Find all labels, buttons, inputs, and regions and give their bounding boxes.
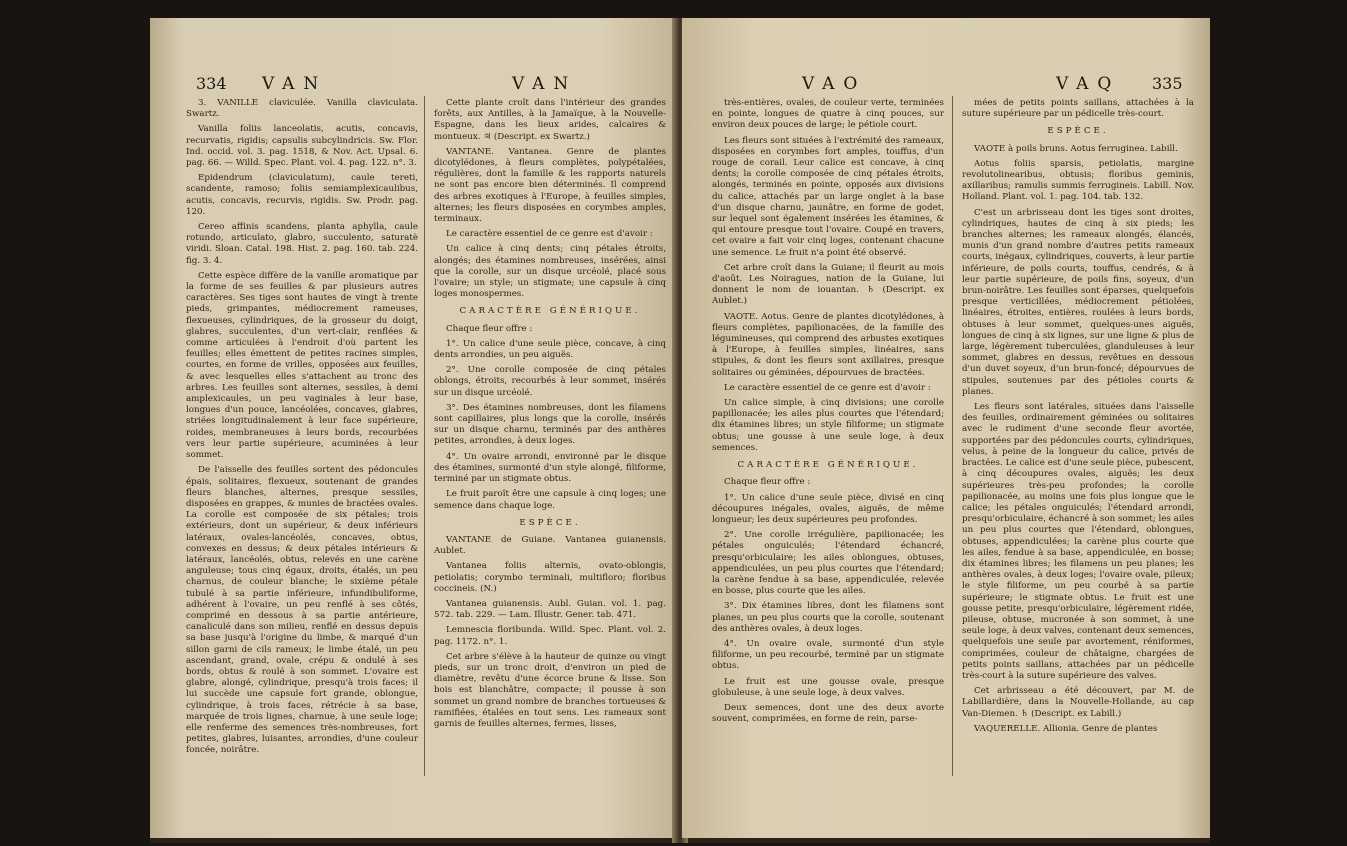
paragraph: Vanilla foliis lanceolatis, acutis, concavis, recurvatis, rigidis; capsulis subcylindricis. Sw. Flor. Ind. occid. vol. 3. pag. 1518, & Nov. Act. Upsal. 6. pag. 66. — Willd. Spec. Plant. vol. 4. pag. 122. n°. 3.	[186, 124, 418, 169]
paragraph: Chaque fleur offre :	[446, 323, 533, 334]
text-column-2	[434, 98, 666, 734]
paragraph: VAOTE. Aotus. Genre de plantes dicotylédones, à fleurs complètes, papilionacées, de la famille des légumineuses, qui comprend des arbustes exotiques à l'Europe, à feuilles simples, linéaires, sans stipules, & dont les fleurs sont axillaires, presque solitaires ou géminées, dépourvues de bractées.	[712, 311, 944, 378]
paragraph: VAOTE à poils bruns. Aotus ferruginea. Labill.	[974, 143, 1178, 154]
paragraph: Un calice à cinq dents; cinq pétales étroits, alongés; des étamines nombreuses, insérées, ainsi que la corolle, sur un disque urcéolé, placé sous l'ovaire; un style; un stigmate; une capsule à cinq loges monospermes.	[434, 244, 666, 300]
paragraph: Vantanea foliis alternis, ovato-oblongis, petiolatis; corymbo terminali, multifloro; floribus coccineis. (N.)	[434, 561, 666, 594]
text-column-2	[962, 98, 1194, 739]
paragraph: 3. VANILLE claviculée. Vanilla claviculata. Swartz.	[186, 98, 418, 120]
text-column-1	[186, 98, 418, 761]
paragraph: Les fleurs sont latérales, situées dans l'aisselle des feuilles, ordinairement géminées ou solitaires avec le rudiment d'une seconde fleur avortée, supportées par des pédoncules courts, cylindriques, velus, à peine de la longueur du calice, privés de bractées. Le calice est d'une seule pièce, pubescent, à cinq découpures ovales, aiguës; les deux supérieures très-peu profondes; la corolle papilionacée, au moins une fois plus longue que le calice; les pétales onguiculés; l'étendard arrondi, presqu'orbiculaire, échancré à son sommet; les ailes un peu plus courtes que l'étendard, oblongues, obtuses, appendiculées; la carène plus courte que les ailes, fendue à sa base, appendiculée, en bosse; dix étamines libres; les filamens un peu planes; les anthères ovales, à deux loges; l'ovaire ovale, pileux; le style filiforme, un peu courbé à sa partie supérieure; le stigmate obtus. Le fruit est une gousse petite, presqu'orbiculaire, légèrement ridée, pileuse, obtuse, mucronée à son sommet, à une seule loge, à deux valves, contenant deux semences, quelquefois une seule par avortement, réniformes, comprimées, couleur de châtaigne, chargées de petits points saillans, attachées par un pédicelle très-court à la suture supérieure des valves.	[962, 402, 1194, 681]
running-head: VAN	[262, 74, 328, 94]
paragraph: CARACTÈRE GÉNÉRIQUE.	[459, 306, 641, 317]
right-page	[682, 18, 1210, 838]
paragraph: Le fruit paroît être une capsule à cinq loges; une semence dans chaque loge.	[434, 489, 666, 511]
paragraph: 1°. Un calice d'une seule pièce, concave, à cinq dents arrondies, un peu aiguës.	[434, 338, 666, 361]
text-column-1	[712, 98, 944, 729]
paragraph: très-entières, ovales, de couleur verte, terminées en pointe, longues de quatre à cinq pouces, sur environ deux pouces de large; le pétiole court.	[712, 98, 944, 131]
paragraph: mées de petits points saillans, attachées à la suture supérieure par un pédicelle très-court.	[962, 98, 1194, 120]
paragraph: Chaque fleur offre :	[724, 477, 811, 488]
page-number: 335	[1152, 74, 1183, 93]
column-rule	[424, 96, 425, 776]
paragraph: ESPÈCE.	[1047, 126, 1109, 137]
paragraph: Cet arbre s'élève à la hauteur de quinze ou vingt pieds, sur un tronc droit, d'environ un pied de diamètre, revêtu d'une écorce brune & lisse. Son bois est blanchâtre, compacte; il pousse à son sommet un grand nombre de branches tortueuses & ramifiées, étalées en tout sens. Les rameaux sont garnis de feuilles alternes, fermes, lisses,	[434, 651, 666, 729]
paragraph: Cet arbre croît dans la Guiane; il fleurit au mois d'août. Les Noiragues, nation de la Guiane, lui donnent le nom de iouantan. ♄ (Descript. ex Aublet.)	[712, 262, 944, 307]
paragraph: Le caractère essentiel de ce genre est d'avoir :	[724, 382, 931, 393]
page-number: 334	[196, 74, 227, 93]
paragraph: VAQUERELLE. Allionia. Genre de plantes	[974, 723, 1158, 734]
paragraph: Epidendrum (claviculatum), caule tereti, scandente, ramoso; foliis semiamplexicaulibus, acutis, concavis, recurvis, rigidis. Sw. Prodr. pag. 120.	[186, 173, 418, 217]
paragraph: Les fleurs sont situées à l'extrémité des rameaux, disposées en corymbes fort amples, touffus, d'un rouge de corail. Leur calice est concave, à cinq dents; la corolle composée de cinq pétales étroits, alongés, terminés en pointe, opposés aux divisions du calice, attachés par un large onglet à la base d'un disque charnu, jaunâtre, en forme de godet, sur lequel sont également insérées les étamines, & qui entoure presque tout l'ovaire. Coupé en travers, cet ovaire a fait voir cinq loges, contenant chacune une semence. Le fruit n'a point été observé.	[712, 135, 944, 258]
paragraph: De l'aisselle des feuilles sortent des pédoncules épais, solitaires, flexueux, soutenant de grandes fleurs blanches, alternes, presque sessiles, disposées en grappes, & munies de bractées ovales. La corolle est composée de six pétales; trois extérieurs, dont un supérieur, & deux inférieurs latéraux, ovales-lancéolés, concaves, obtus, convexes en dessus; & deux pétales intérieurs & latéraux, lancéolés, obtus, relevés en une carène anguleuse; tous cinq égaux, droits, étalés, un peu charnus, de couleur blanche; le sixième pétale tubulé à sa partie inférieure, infundibuliforme, adhérent à l'ovaire, un peu renflé à ses côtés, comprimé en dessous à sa partie antérieure, canaliculé dans son milieu, renflé en dessus depuis sa base jusqu'à l'origine du limbe, & marqué d'un sillon garni de cils rameux; le limbe étalé, un peu ascendant, grand, ovale, crépu & ondulé à ses bords, obtus & roulé à son sommet. L'ovaire est glabre, alongé, cylindrique, presqu'à trois faces; il lui succède une capsule fort grande, oblongue, cylindrique, à trois faces, rétrécie à sa base, marquée de trois lignes, charnue, à une seule loge; elle renferme des semences très-nombreuses, fort petites, glabres, luisantes, arrondies, d'une couleur foncée, noirâtre.	[186, 465, 418, 756]
paragraph: Cette plante croît dans l'intérieur des grandes forêts, aux Antilles, à la Jamaïque, à la Nouvelle-Espagne, dans les lieux arides, calcaires & montueux. ♃ (Descript. ex Swartz.)	[434, 98, 666, 142]
paragraph: Un calice simple, à cinq divisions; une corolle papillonacée; les ailes plus courtes que l'étendard; dix étamines libres; un style filiforme; un stigmate obtus; une gousse à une seule loge, à deux semences.	[712, 398, 944, 453]
paragraph: 4°. Un ovaire arrondi, environné par le disque des étamines, surmonté d'un style alongé, filiforme, terminé par un stigmate obtus.	[434, 451, 666, 485]
running-head: VAO	[802, 74, 867, 94]
paragraph: ESPÈCE.	[519, 517, 581, 528]
paragraph: 3°. Des étamines nombreuses, dont les filamens sont capillaires, plus longs que la corolle, insérés sur un disque charnu, terminés par des anthères petites, arrondies, à deux loges.	[434, 402, 666, 447]
paragraph: Le fruit est une gousse ovale, presque globuleuse, à une seule loge, à deux valves.	[712, 676, 944, 698]
paragraph: Cereo affinis scandens, planta aphylla, caule rotundo, articulato, glabro, succulento, saturatè viridi. Sloan. Catal. 198. Hist. 2. pag. 160. tab. 224. fig. 3. 4.	[186, 222, 418, 266]
paragraph: 3°. Dix étamines libres, dont les filamens sont planes, un peu plus courts que la corolle, soutenant des anthères ovales, à deux loges.	[712, 601, 944, 634]
paragraph: Cet arbrisseau a été découvert, par M. de Labillardière, dans la Nouvelle-Hollande, au cap Van-Diemen. ♄ (Descript. ex Labill.)	[962, 686, 1194, 719]
paragraph: Cette espèce diffère de la vanille aromatique par la forme de ses feuilles & par plusieurs autres caractères. Ses tiges sont hautes de vingt à trente pieds, grimpantes, médiocrement rameuses, flexueuses, cylindriques, de la grosseur du doigt, glabres, succulentes, d'un vert-clair, renflées & comme articulées à l'endroit d'où partent les feuilles; elles émettent de petites racines simples, courtes, en forme de vrilles, opposées aux feuilles, & avec lesquelles elles s'attachent au tronc des arbres. Les feuilles sont alternes, sessiles, à demi amplexicaules, un peu vaginales à leur base, longues d'un pouce, lancéolées, concaves, glabres, striées longitudinalement à leur face supérieure, roides, membraneuses à leurs bords, recourbées vers leur partie supérieure, acuminées à leur sommet.	[186, 270, 418, 461]
open-book	[150, 18, 1210, 843]
column-rule	[952, 96, 953, 776]
paragraph: 2°. Une corolle composée de cinq pétales oblongs, étroits, recourbés à leur sommet, insérés sur un disque urcéolé.	[434, 365, 666, 398]
running-head: VAN	[512, 74, 578, 94]
paragraph: C'est un arbrisseau dont les tiges sont droites, cylindriques, hautes de cinq à six pieds; les branches alternes; les rameaux alongés, élancés, munis d'un grand nombre d'autres petits rameaux courts, inégaux, cylindriques, couverts, à leur partie inférieure, de poils courts, touffus, cendrés, & à leur partie supérieure, de poils fins, soyeux, d'un brun-noirâtre. Les feuilles sont éparses, quelquefois presque verticillées, médiocrement pétiolées, linéaires, étroites, entières, roulées à leurs bords, obtuses à leur sommet, quelques-unes aiguës, longues de cinq à six lignes, sur une ligne & plus de large, légèrement tuberculées, glanduleuses à leur sommet, glabres en dessus, revêtues en dessous d'un duvet soyeux, d'un brun-foncé; dépourvues de stipules, soutenues par des pétioles courts & planes.	[962, 207, 1194, 397]
paragraph: 4°. Un ovaire ovale, surmonté d'un style filiforme, un peu recourbé, terminé par un stigmate obtus.	[712, 638, 944, 672]
paragraph: VANTANE. Vantanea. Genre de plantes dicotylédones, à fleurs complètes, polypétalées, régulières, dont la famille & les rapports naturels ne sont pas encore bien déterminés. Il comprend des arbres exotiques à l'Europe, à feuilles simples, alternes; les fleurs disposées en corymbes amples, terminaux.	[434, 146, 666, 225]
paragraph: Lemnescia floribunda. Willd. Spec. Plant. vol. 2. pag. 1172. n°. 1.	[434, 625, 666, 647]
paragraph: 2°. Une corolle irrégulière, papilionacée; les pétales onguiculés; l'étendard échancré, presqu'orbiculaire; les ailes oblongues, obtuses, appendiculées, un peu plus courtes que l'étendard; la carène fendue à sa base, appendiculée, relevée en bosse, plus courte que les ailes.	[712, 530, 944, 597]
paragraph: 1°. Un calice d'une seule pièce, divisé en cinq découpures inégales, ovales, aiguës, de même longueur; les deux supérieures peu profondes.	[712, 492, 944, 525]
running-head: VAQ	[1056, 74, 1121, 94]
paragraph: Le caractère essentiel de ce genre est d'avoir :	[446, 229, 653, 240]
paragraph: Deux semences, dont une des deux avorte souvent, comprimées, en forme de rein, parse-	[712, 702, 944, 725]
left-page	[150, 18, 678, 838]
paragraph: CARACTÈRE GÉNÉRIQUE.	[737, 460, 919, 471]
paragraph: Vantanea guianensis. Aubl. Guian. vol. 1. pag. 572. tab. 229. — Lam. Illustr. Gener. tab. 471.	[434, 598, 666, 621]
paragraph: Aotus foliis sparsis, petiolatis, margine revolutolinearibus, obtusis; floribus geminis, axillaribus; ramulis summis ferrugineis. Labill. Nov. Holland. Plant. vol. 1. pag. 104. tab. 132.	[962, 158, 1194, 203]
paragraph: VANTANE de Guiane. Vantanea guianensis. Aublet.	[434, 534, 666, 557]
